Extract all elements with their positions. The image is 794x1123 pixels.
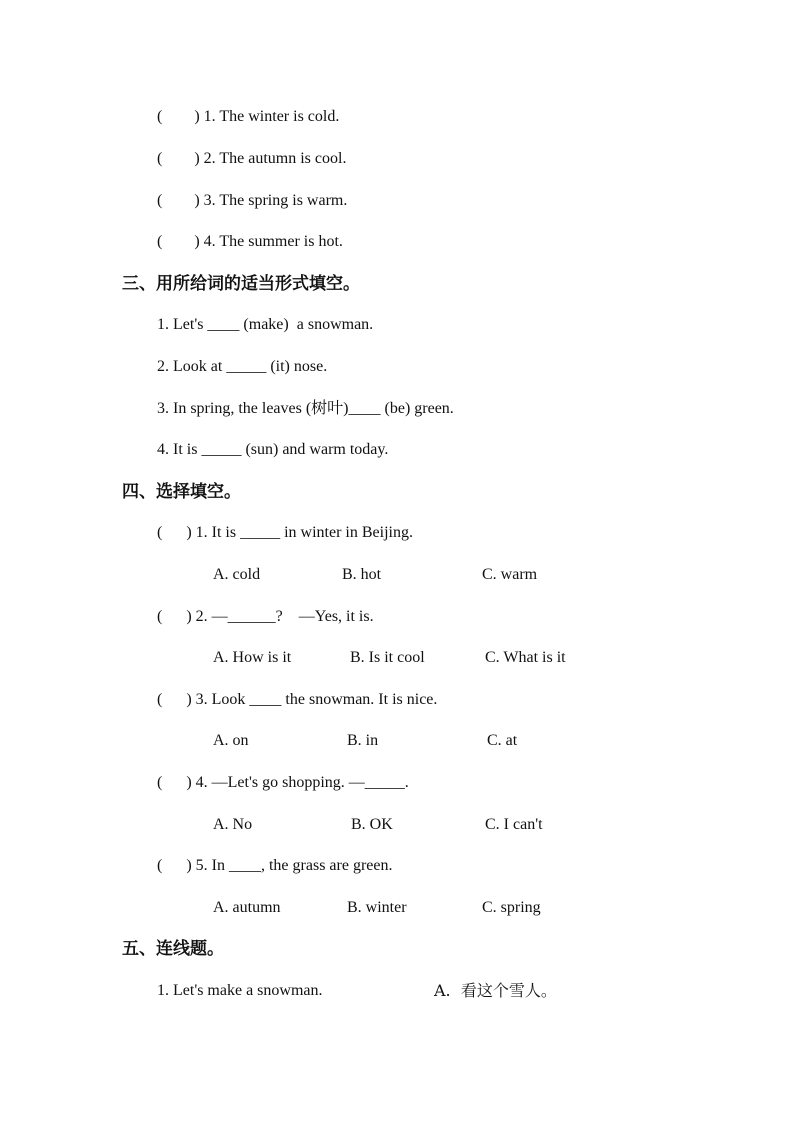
- choice-1-option-b: B. hot: [342, 566, 382, 583]
- tf-item-1: ( ) 1. The winter is cold.: [157, 108, 340, 125]
- choice-question-1: ( ) 1. It is _____ in winter in Beijing.: [157, 524, 413, 541]
- choice-4-option-c: C. I can't: [485, 816, 543, 833]
- choice-3-option-a: A. on: [213, 732, 249, 749]
- choice-question-2: ( ) 2. —______? —Yes, it is.: [157, 608, 374, 625]
- tf-item-4: ( ) 4. The summer is hot.: [157, 233, 343, 250]
- choice-1-option-a: A. cold: [213, 566, 261, 583]
- fill-item-3: 3. In spring, the leaves (树叶)____ (be) green.: [157, 400, 454, 417]
- choice-question-5: ( ) 5. In ____, the grass are green.: [157, 857, 393, 874]
- choice-5-option-a: A. autumn: [213, 899, 281, 916]
- choice-question-3: ( ) 3. Look ____ the snowman. It is nice.: [157, 691, 438, 708]
- choice-5-option-c: C. spring: [482, 899, 541, 916]
- fill-item-4: 4. It is _____ (sun) and warm today.: [157, 441, 389, 458]
- fill-item-2: 2. Look at _____ (it) nose.: [157, 358, 328, 375]
- match-left-1: 1. Let's make a snowman.: [157, 982, 323, 999]
- choice-4-option-b: B. OK: [351, 816, 393, 833]
- choice-2-option-a: A. How is it: [213, 649, 292, 666]
- tf-item-2: ( ) 2. The autumn is cool.: [157, 150, 347, 167]
- choice-question-4: ( ) 4. —Let's go shopping. —_____.: [157, 774, 409, 791]
- choice-3-option-b: B. in: [347, 732, 379, 749]
- tf-item-3: ( ) 3. The spring is warm.: [157, 192, 348, 209]
- fill-item-1: 1. Let's ____ (make) a snowman.: [157, 316, 374, 333]
- section-4-heading: 四、选择填空。: [122, 482, 241, 502]
- choice-3-option-c: C. at: [487, 732, 518, 749]
- choice-2-option-b: B. Is it cool: [350, 649, 425, 666]
- choice-1-option-c: C. warm: [482, 566, 538, 583]
- section-5-heading: 五、连线题。: [122, 939, 224, 959]
- match-right-a: A. 看这个雪人。: [434, 981, 557, 1000]
- choice-4-option-a: A. No: [213, 816, 253, 833]
- choice-2-option-c: C. What is it: [485, 649, 566, 666]
- choice-5-option-b: B. winter: [347, 899, 407, 916]
- section-3-heading: 三、用所给词的适当形式填空。: [122, 274, 360, 294]
